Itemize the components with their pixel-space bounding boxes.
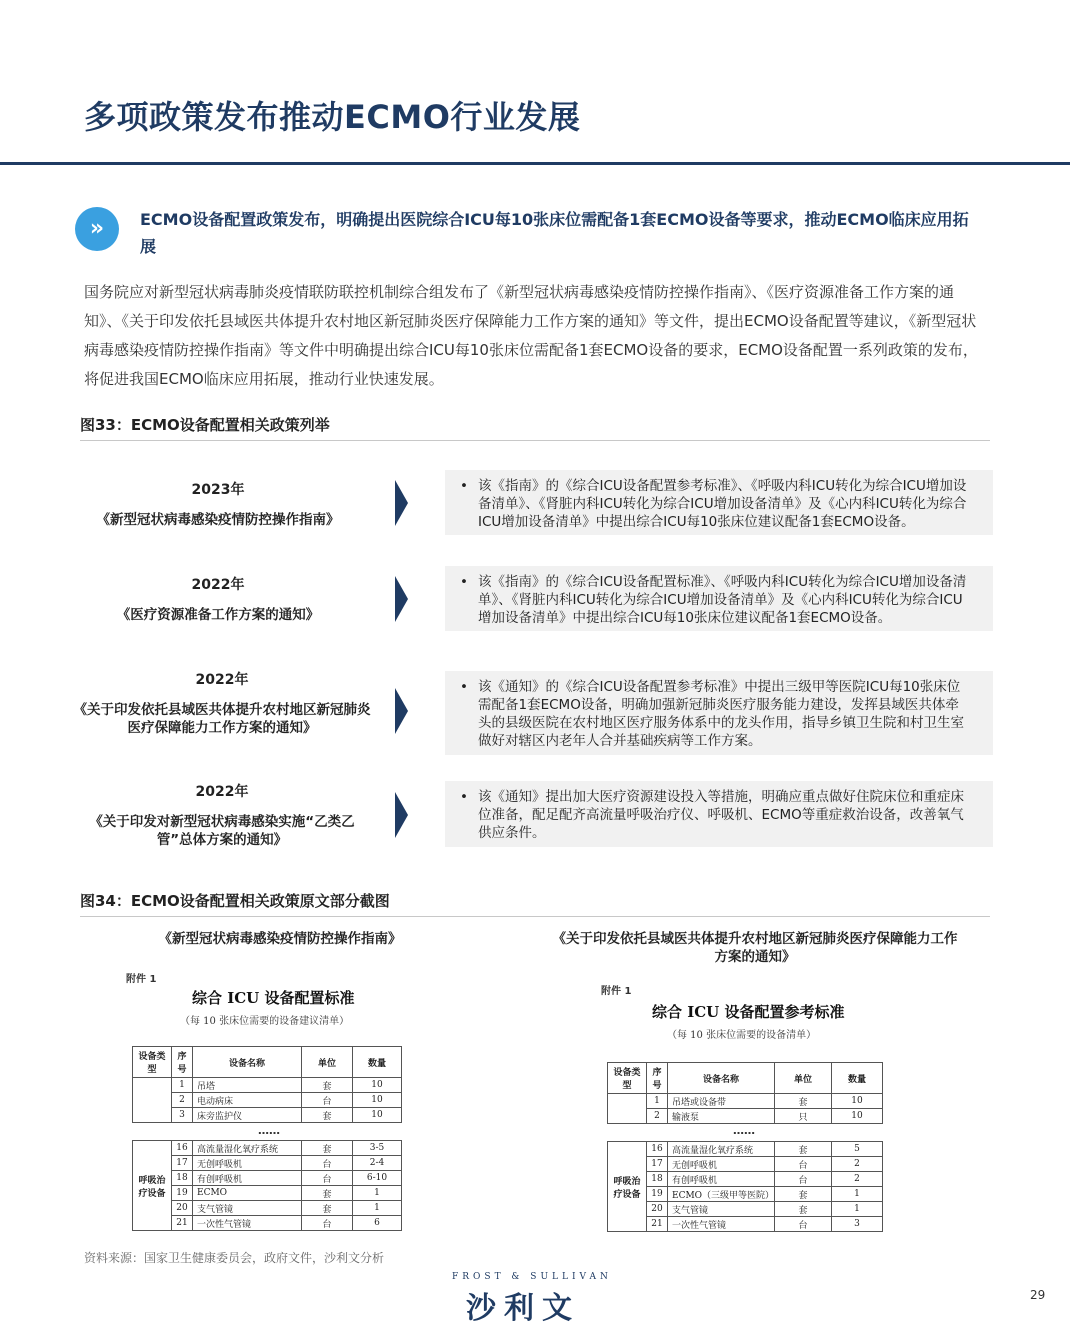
policy-year: 2022年: [195, 672, 249, 688]
source-note: 资料来源：国家卫生健康委员会，政府文件，沙利文分析: [84, 1251, 385, 1265]
group-label: 呼吸治疗设备: [608, 1142, 647, 1232]
annex-label: 附件 1: [601, 986, 632, 997]
table-cell: 电动病床: [193, 1093, 302, 1108]
table-cell: 6: [353, 1216, 402, 1231]
table-cell: 吊塔或设备带: [668, 1094, 775, 1109]
table-cell: 1: [832, 1187, 883, 1202]
table-cell: 16: [172, 1141, 193, 1156]
table-cell: 一次性气管镜: [193, 1216, 302, 1231]
bullet-icon: •: [460, 679, 468, 695]
table-cell: 17: [647, 1157, 668, 1172]
table-cell: 2: [172, 1093, 193, 1108]
table-row: [133, 1156, 402, 1171]
policy-row-left: [68, 576, 368, 624]
table-cell: 套: [775, 1202, 832, 1217]
table-header: 序号: [647, 1063, 668, 1094]
page-number: 29: [1030, 1288, 1046, 1302]
table-cell: 套: [302, 1078, 353, 1093]
table-cell: 台: [302, 1093, 353, 1108]
arrow-right-icon: [395, 576, 408, 622]
policy-year: 2023年: [191, 482, 245, 498]
policy-year: 2022年: [195, 784, 249, 800]
policy-document: 《关于印发依托县域医共体提升农村地区新冠肺炎医疗保障能力工作方案的通知》: [73, 702, 371, 736]
table-row: [133, 1171, 402, 1186]
table-header: 设备名称: [668, 1063, 775, 1094]
ellipsis: ……: [733, 1124, 755, 1137]
bullet-icon: •: [460, 574, 468, 590]
table-cell: 19: [647, 1187, 668, 1202]
table-cell: 高流量湿化氧疗系统: [668, 1142, 775, 1157]
bullet-icon: •: [460, 789, 468, 805]
table-cell: 套: [775, 1094, 832, 1109]
table-cell: 17: [172, 1156, 193, 1171]
table-cell: 10: [832, 1109, 883, 1124]
table-cell: 2: [832, 1172, 883, 1187]
table-cell: 套: [775, 1142, 832, 1157]
table-cell: 台: [302, 1216, 353, 1231]
table-cell: 套: [775, 1187, 832, 1202]
figure-34-title: 图34：ECMO设备配置相关政策原文部分截图: [80, 892, 390, 910]
table-cell: 床旁监护仪: [193, 1108, 302, 1123]
table-cell: 支气管镜: [668, 1202, 775, 1217]
figure-33-title: 图33：ECMO设备配置相关政策列举: [80, 416, 330, 434]
brand-logo: 沙利文: [466, 1291, 580, 1326]
table-cell: 套: [302, 1108, 353, 1123]
table-cell: 10: [832, 1094, 883, 1109]
table-cell: 21: [647, 1217, 668, 1232]
doc-subtitle: （每 10 张床位需要的设备建议清单）: [180, 1016, 350, 1027]
screenshot-right-caption: 《关于印发依托县域医共体提升农村地区新冠肺炎医疗保障能力工作方案的通知》: [552, 931, 958, 965]
table-row: [608, 1109, 883, 1124]
intro-paragraph: 国务院应对新型冠状病毒肺炎疫情联防联控机制综合组发布了《新型冠状病毒感染疫情防控操作指南》、《医疗资源准备工作方案的通知》、《关于印发依托县域医共体提升农村地区新冠肺炎医疗保障能力工作方案的通知》等文件，提出ECMO设备配置等建议，《新型冠状病毒感染疫情防控操作指南》等文件中明确提出综合ICU每10张床位需配备1套ECMO设备的要求，ECMO设备配置一系列政策的发布，将促进我国ECMO临床应用拓展，推动行业快速发展。: [84, 283, 978, 388]
table-header: 单位: [775, 1063, 832, 1094]
table-row: [133, 1078, 402, 1093]
table-cell: 20: [172, 1201, 193, 1216]
chevrons-right-icon: »: [75, 207, 119, 251]
table-header: 设备类型: [608, 1063, 647, 1094]
figure-33-divider: [80, 440, 990, 441]
policy-description: 该《通知》的《综合ICU设备配置参考标准》中提出三级甲等医院ICU每10张床位需配备1套ECMO设备，明确加强新冠肺炎医疗服务能力建设，发挥县域医共体牵头的县级医院在农村地区医疗服务体系中的龙头作用，指导乡镇卫生院和村卫生室做好对辖区内老年人合并基础疾病等工作方案。: [478, 679, 964, 749]
table-row: [133, 1201, 402, 1216]
table-cell: ECMO: [193, 1186, 302, 1201]
table-row: [133, 1186, 402, 1201]
group-label: 呼吸治疗设备: [133, 1141, 172, 1231]
table-cell: 高流量湿化氧疗系统: [193, 1141, 302, 1156]
table-row: [608, 1094, 883, 1109]
table-cell: 2-4: [353, 1156, 402, 1171]
table-row: [608, 1202, 883, 1217]
table-header: 设备类型: [133, 1047, 172, 1078]
table-cell: 10: [353, 1078, 402, 1093]
highlight-text: ECMO设备配置政策发布，明确提出医院综合ICU每10张床位需配备1套ECMO设备等要求，推动ECMO临床应用拓展: [140, 210, 969, 256]
table-cell: 有创呼吸机: [668, 1172, 775, 1187]
table-row: [133, 1093, 402, 1108]
table-cell: 台: [775, 1172, 832, 1187]
policy-description: 该《指南》的《综合ICU设备配置参考标准》、《呼吸内科ICU转化为综合ICU增加设备清单》、《肾脏内科ICU转化为综合ICU增加设备清单》及《心内科ICU转化为综合ICU增加设备清单》中提出综合ICU每10张床位建议配备1套ECMO设备。: [478, 478, 967, 530]
figure-34-divider: [80, 916, 990, 917]
policy-description: 该《通知》提出加大医疗资源建设投入等措施，明确应重点做好住院床位和重症床位准备，配足配齐高流量呼吸治疗仪、呼吸机、ECMO等重症救治设备，改善氧气供应条件。: [478, 789, 964, 841]
table-cell: 10: [353, 1108, 402, 1123]
table-cell: 18: [172, 1171, 193, 1186]
table-cell: 一次性气管镜: [668, 1217, 775, 1232]
table-cell: 3-5: [353, 1141, 402, 1156]
table-header: 数量: [353, 1047, 402, 1078]
page-title: 多项政策发布推动ECMO行业发展: [84, 98, 581, 136]
doc-title: 综合 ICU 设备配置参考标准: [652, 1003, 845, 1021]
table-cell: 2: [647, 1109, 668, 1124]
table-cell: 台: [302, 1171, 353, 1186]
icu-table-top: [607, 1062, 883, 1124]
policy-description-box: [445, 671, 993, 755]
table-cell: 套: [302, 1186, 353, 1201]
bullet-icon: •: [460, 478, 468, 494]
table-cell: 1: [647, 1094, 668, 1109]
brand-logo-text: FROST & SULLIVAN: [452, 1272, 612, 1282]
table-cell: 套: [302, 1141, 353, 1156]
title-divider: [0, 162, 1070, 165]
table-cell: 3: [832, 1217, 883, 1232]
policy-document: 《关于印发对新型冠状病毒感染实施“乙类乙管”总体方案的通知》: [89, 814, 355, 848]
screenshot-left-caption: 《新型冠状病毒感染疫情防控操作指南》: [158, 931, 402, 947]
table-cell: 1: [353, 1201, 402, 1216]
table-cell: 输液泵: [668, 1109, 775, 1124]
table-row: [133, 1141, 402, 1156]
table-cell: 台: [775, 1157, 832, 1172]
doc-subtitle: （每 10 张床位需要的设备清单）: [667, 1030, 817, 1041]
table-cell: 无创呼吸机: [668, 1157, 775, 1172]
policy-year: 2022年: [191, 577, 245, 593]
table-cell: 台: [775, 1217, 832, 1232]
table-cell: 16: [647, 1142, 668, 1157]
policy-document: 《医疗资源准备工作方案的通知》: [116, 607, 320, 623]
table-header: 设备名称: [193, 1047, 302, 1078]
policy-row-left: [68, 481, 368, 529]
annex-label: 附件 1: [126, 974, 157, 985]
table-row: [133, 1108, 402, 1123]
arrow-right-icon: [395, 792, 408, 838]
policy-description-box: [445, 470, 993, 535]
table-cell: 5: [832, 1142, 883, 1157]
table-row: [608, 1217, 883, 1232]
table-cell: 只: [775, 1109, 832, 1124]
table-cell: 支气管镜: [193, 1201, 302, 1216]
policy-description: 该《指南》的《综合ICU设备配置标准》、《呼吸内科ICU转化为综合ICU增加设备清单》、《肾脏内科ICU转化为综合ICU增加设备清单》及《心内科ICU转化为综合ICU增加设备清单》中提出综合ICU每10张床位建议配备1套ECMO设备。: [478, 574, 967, 626]
table-cell: 6-10: [353, 1171, 402, 1186]
ellipsis: ……: [258, 1124, 280, 1137]
policy-description-box: [445, 566, 993, 631]
table-header: 序号: [172, 1047, 193, 1078]
table-cell: 1: [172, 1078, 193, 1093]
table-cell: 套: [302, 1201, 353, 1216]
table-cell: 吊塔: [193, 1078, 302, 1093]
table-cell: 1: [353, 1186, 402, 1201]
arrow-right-icon: [395, 688, 408, 734]
policy-row-left: [72, 783, 372, 849]
table-header: 单位: [302, 1047, 353, 1078]
table-row: [608, 1172, 883, 1187]
table-cell: 21: [172, 1216, 193, 1231]
table-cell: 无创呼吸机: [193, 1156, 302, 1171]
icu-table-bottom: [607, 1141, 883, 1232]
table-cell: 有创呼吸机: [193, 1171, 302, 1186]
table-cell: 2: [832, 1157, 883, 1172]
table-cell: ECMO（三级甲等医院）: [668, 1187, 775, 1202]
doc-title: 综合 ICU 设备配置标准: [192, 989, 355, 1007]
table-cell: 20: [647, 1202, 668, 1217]
policy-document: 《新型冠状病毒感染疫情防控操作指南》: [96, 512, 340, 528]
icu-table-bottom: [132, 1140, 402, 1231]
table-cell: 18: [647, 1172, 668, 1187]
policy-description-box: [445, 781, 993, 847]
table-cell: 19: [172, 1186, 193, 1201]
table-row: [608, 1157, 883, 1172]
table-row: [608, 1187, 883, 1202]
table-cell: 1: [832, 1202, 883, 1217]
table-cell: 10: [353, 1093, 402, 1108]
policy-row-left: [72, 671, 372, 737]
table-header: 数量: [832, 1063, 883, 1094]
table-cell: 台: [302, 1156, 353, 1171]
table-row: [133, 1216, 402, 1231]
table-row: [608, 1142, 883, 1157]
table-cell: 3: [172, 1108, 193, 1123]
icu-table-top: [132, 1046, 402, 1123]
arrow-right-icon: [395, 480, 408, 526]
